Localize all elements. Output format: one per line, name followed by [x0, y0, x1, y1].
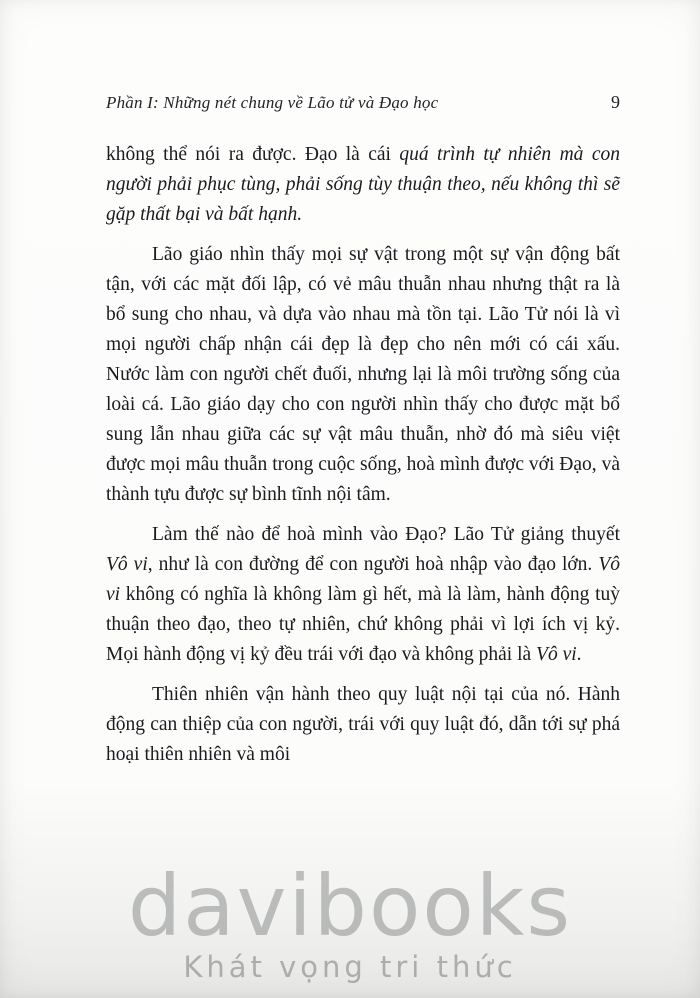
text-segment: không thể nói ra được. Đạo là cái [106, 144, 400, 165]
paragraph-4 [106, 680, 620, 770]
text-segment: . [576, 644, 582, 665]
page-header [106, 92, 620, 113]
page-number: 9 [611, 92, 620, 112]
text-segment-italic: Vô vi [536, 644, 577, 665]
text-segment: , như là con đường để con người hoà nhập vào đạo lớn. [147, 554, 599, 575]
paragraph-2 [106, 240, 620, 510]
running-title: Phần I: Những nét chung về Lão tử và Đạo học [106, 93, 439, 112]
text-segment: không có nghĩa là không làm gì hết, mà là làm, hành động tuỳ thuận theo đạo, theo tự nhiên, chứ không phải vì lợi ích vị kỷ. Mọi hành động vị kỷ đều trái với đạo và không phải là [106, 584, 620, 665]
text-segment-italic: quá trình tự nhiên mà con người phải phục tùng, phải sống tùy thuận theo, nếu không thì sẽ gặp thất bại và bất hạnh. [106, 144, 620, 225]
text-segment: Làm thế nào để hoà mình vào Đạo? Lão Tử giảng thuyết [152, 524, 620, 545]
paragraph-3 [106, 520, 620, 670]
paragraph-1 [106, 140, 620, 230]
text-segment: Thiên nhiên vận hành theo quy luật nội tại của nó. Hành động can thiệp của con người, trái với quy luật đó, dẫn tới sự phá hoại thiên nhiên và môi [106, 684, 620, 765]
text-segment-italic: Vô vi [106, 554, 620, 605]
watermark-brand-text: davibooks [127, 857, 573, 955]
watermark [0, 857, 700, 984]
page-body [106, 140, 620, 780]
text-segment-italic: Vô vi [106, 554, 148, 575]
watermark-tagline-text: Khát vọng tri thức [183, 950, 517, 984]
text-segment: Lão giáo nhìn thấy mọi sự vật trong một sự vận động bất tận, với các mặt đối lập, có vẻ mâu thuẫn nhau nhưng thật ra là bổ sung cho nhau, và dựa vào nhau mà tồn tại. Lão Tử nói là vì mọi người chấp nhận cái đẹp là đẹp cho nên mới có cái xấu. Nước làm con người chết đuối, nhưng lại là môi trường sống của loài cá. Lão giáo dạy cho con người nhìn thấy cho được mặt bổ sung lẫn nhau giữa các sự vật mâu thuẫn, nhờ đó mà siêu việt được mọi mâu thuẫn trong cuộc sống, hoà mình được với Đạo, và thành tựu được sự bình tĩnh nội tâm. [106, 244, 620, 505]
